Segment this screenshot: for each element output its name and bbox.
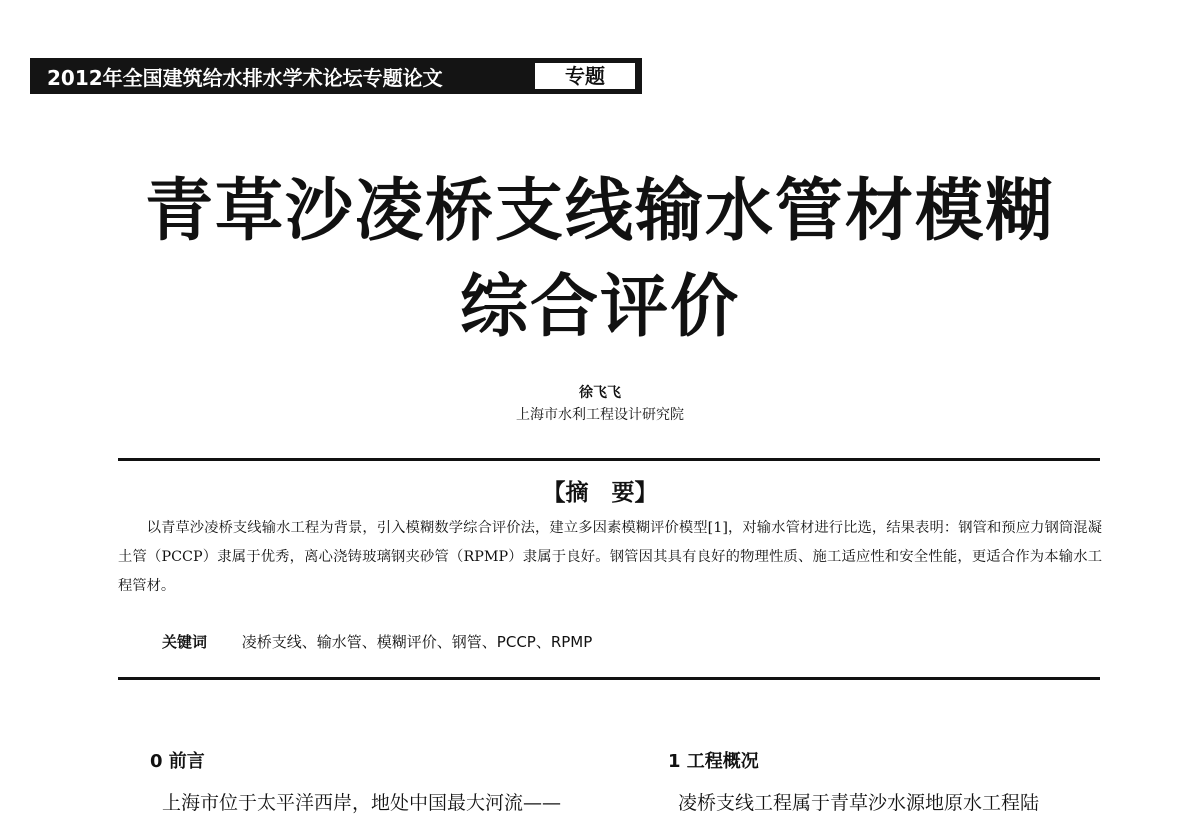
- paper-title-line-1: 青草沙凌桥支线输水管材模糊: [144, 172, 1055, 251]
- abstract-bottom-rule: [118, 677, 1100, 680]
- series-header-bar: [30, 58, 642, 94]
- abstract-heading: 【摘 要】: [542, 479, 658, 506]
- body-text-left-column: 上海市位于太平洋西岸，地处中国最大河流——: [162, 792, 562, 814]
- keywords-line: [162, 631, 592, 653]
- section-heading-overview: 1 工程概况: [668, 751, 759, 772]
- section-heading-preface: 0 前言: [150, 751, 205, 772]
- keywords-label: 关键词: [162, 633, 208, 651]
- topic-tag: 专题: [535, 63, 635, 89]
- author-affiliation: 上海市水利工程设计研究院: [516, 407, 684, 423]
- abstract-text: 以青草沙凌桥支线输水工程为背景，引入模糊数学综合评价法，建立多因素模糊评价模型[1]，对输水管材进行比选，结果表明：钢管和预应力钢筒混凝土管（PCCP）隶属于优秀，离心浇铸玻璃钢夹砂管（RPMP）隶属于良好。钢管因其具有良好的物理性质、施工适应性和安全性能，更适合作为本输水工程管材。: [118, 520, 1102, 594]
- paper-title-line-2: 综合评价: [459, 268, 740, 347]
- abstract-top-rule: [118, 458, 1100, 461]
- body-text-right-column: 凌桥支线工程属于青草沙水源地原水工程陆: [678, 792, 1040, 814]
- series-label: 2012年全国建筑给水排水学术论坛专题论文: [47, 66, 443, 90]
- author-name: 徐飞飞: [579, 385, 621, 401]
- keywords-text: 凌桥支线、输水管、模糊评价、钢管、PCCP、RPMP: [241, 633, 593, 651]
